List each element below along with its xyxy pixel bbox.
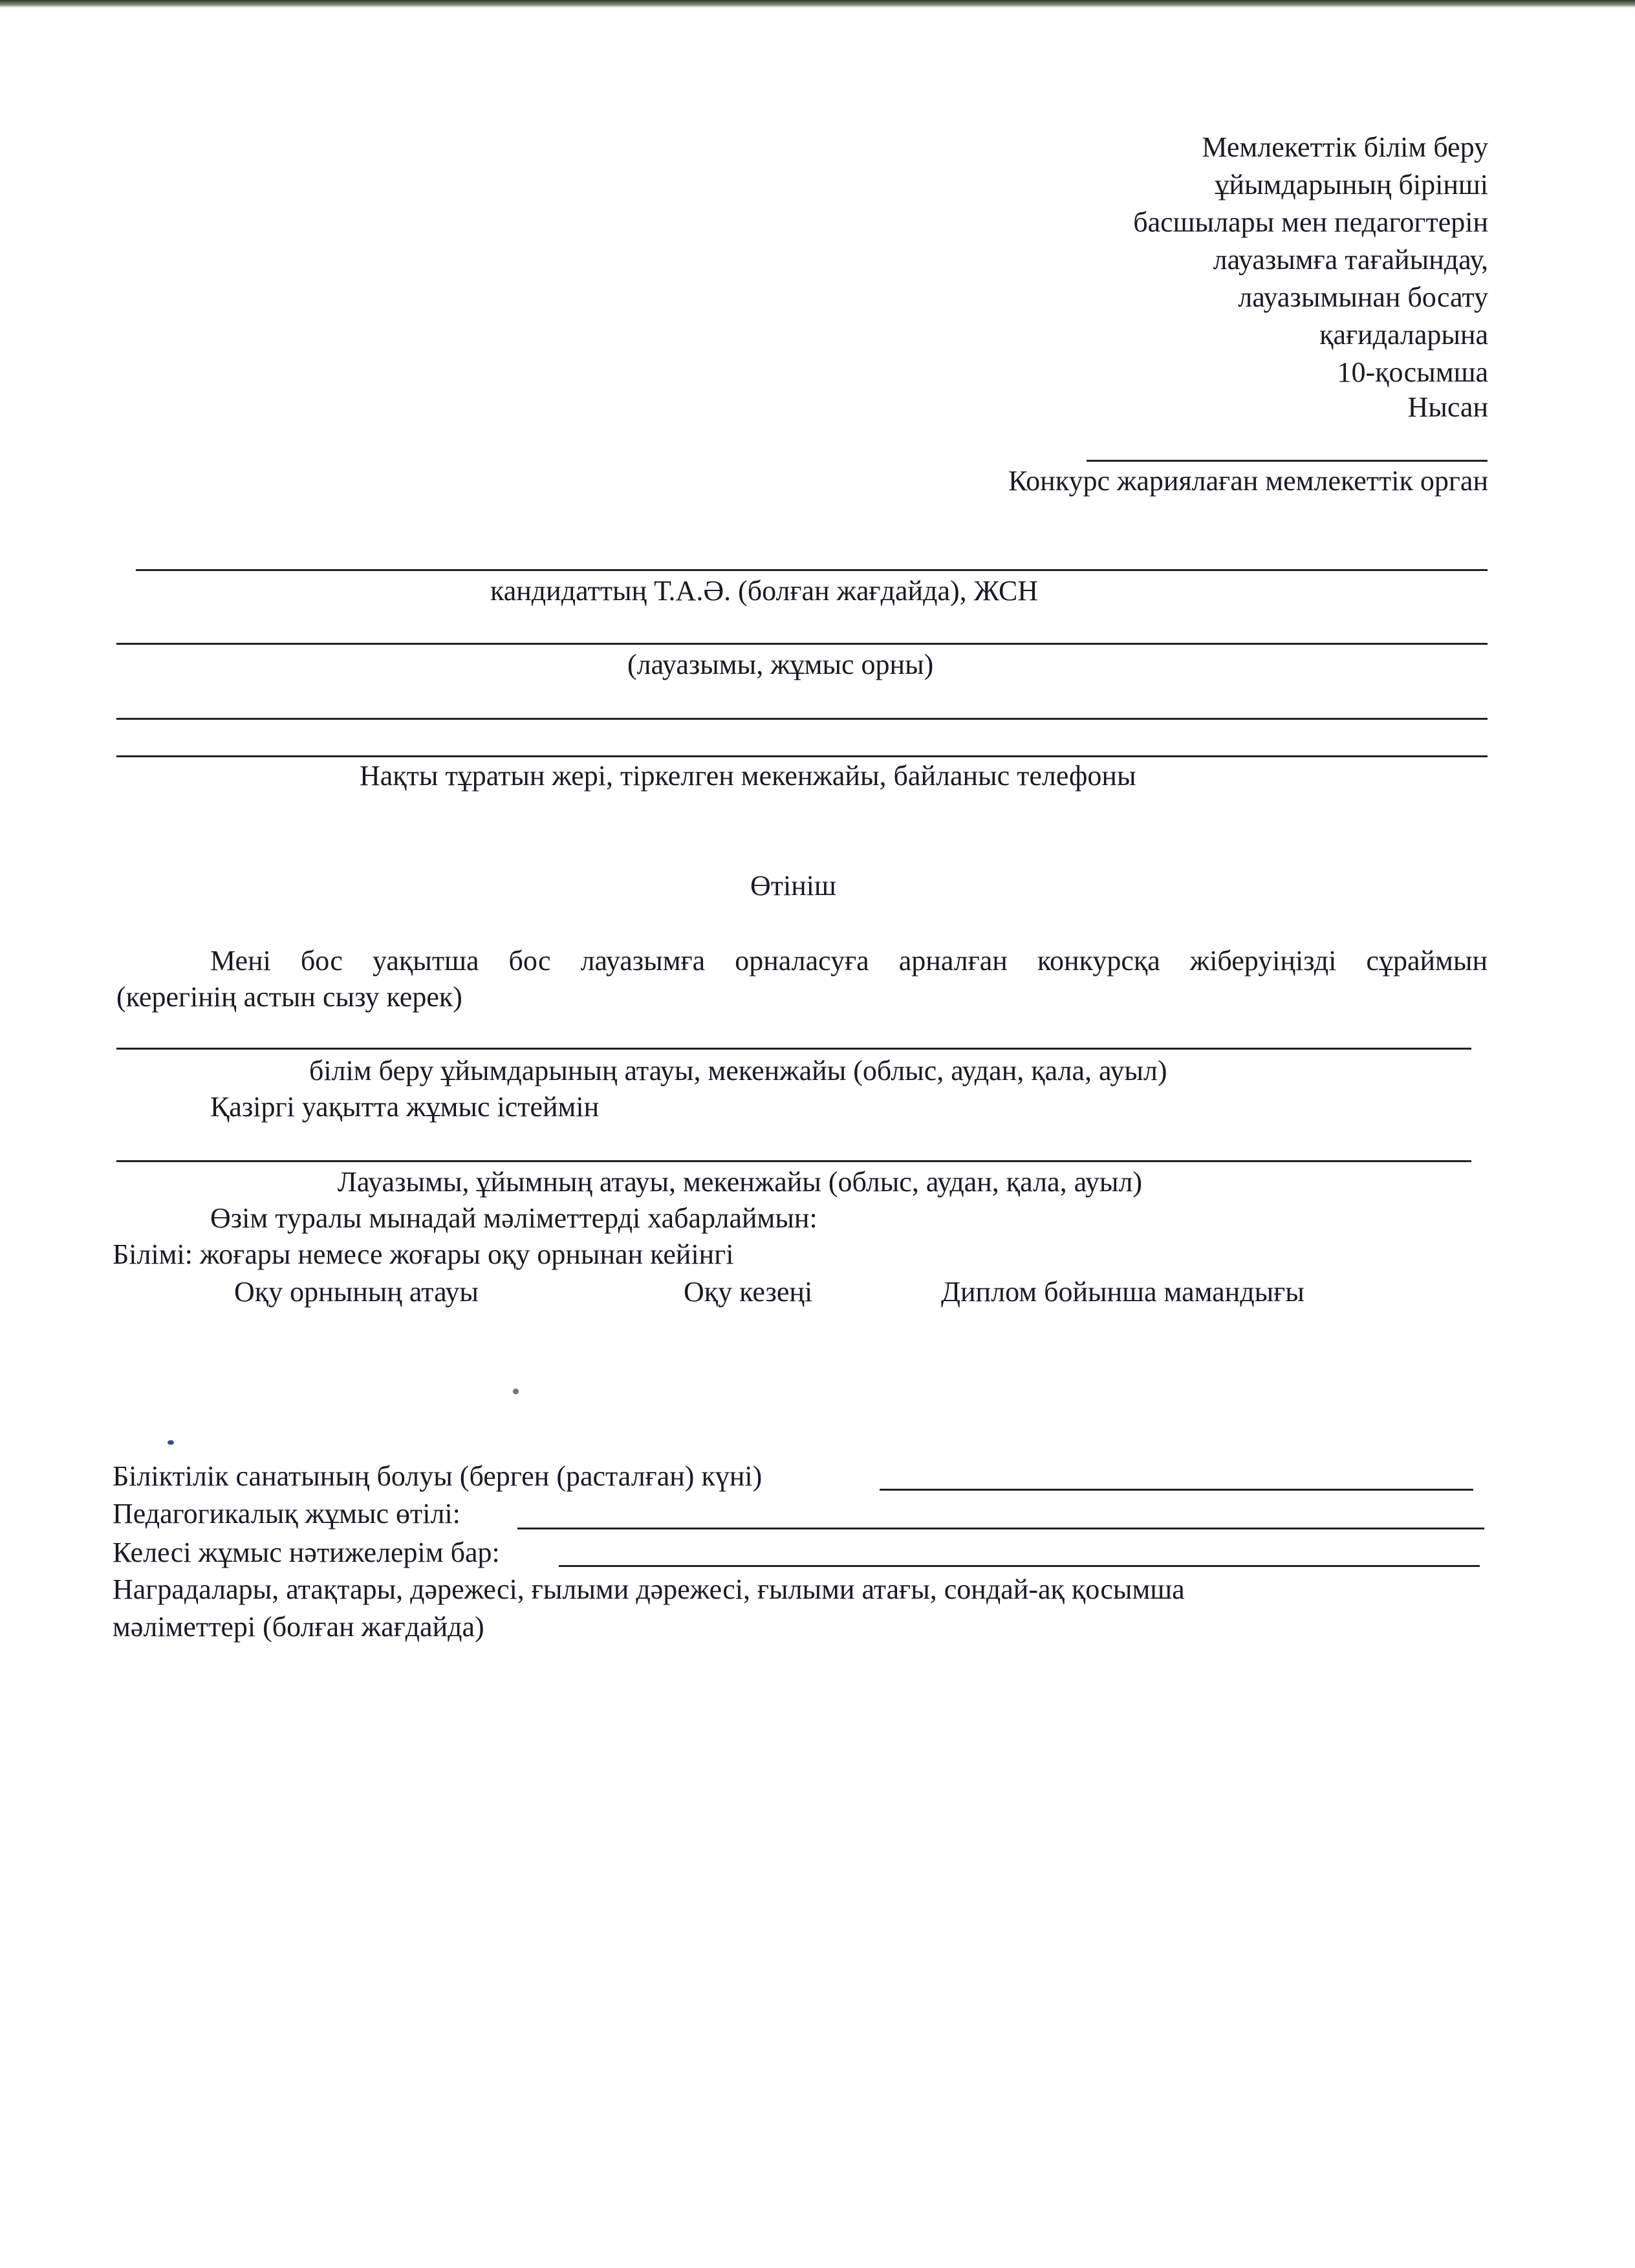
position-line[interactable] [116,643,1488,645]
experience-label: Педагогикалық жұмыс өтілі: [113,1498,460,1529]
header-line-5: лауазымынан босату [1238,281,1488,313]
address-caption: Нақты тұратын жері, тіркелген мекенжайы, байланыс телефоны [360,760,1136,792]
request-line-1: Мені бос уақытша бос лауазымға орналасуға арналған конкурсқа жіберуіңізді сұраймын [210,945,1488,977]
scan-speck [168,1440,174,1445]
request-line-2: (керегінің астын сызу керек) [116,981,462,1013]
scan-top-edge [0,0,1635,8]
organization-line[interactable] [116,1048,1471,1050]
header-line-3: басшылары мен педагогтерін [1133,206,1488,238]
edu-column-specialty: Диплом бойынша мамандығы [941,1276,1305,1308]
info-intro: Өзім туралы мынадай мәліметтерді хабарлаймын: [210,1202,817,1234]
results-label: Келесі жұмыс нәтижелерім бар: [113,1537,500,1568]
organization-caption: білім беру ұйымдарының атауы, мекенжайы (облыс, аудан, қала, ауыл) [309,1055,1167,1086]
organ-blank-line[interactable] [1087,460,1488,462]
address-line-1[interactable] [116,718,1488,720]
position-caption: (лауазымы, жұмыс орны) [627,649,934,680]
header-line-7: 10-қосымша [1337,356,1488,388]
address-line-2[interactable] [116,755,1488,757]
qualification-line[interactable] [880,1489,1473,1491]
education-label: Білімі: жоғары немесе жоғары оқу орнынан кейінгі [113,1238,734,1270]
header-line-1: Мемлекеттік білім беру [1202,131,1488,163]
header-line-4: лауазымға тағайындау, [1213,244,1488,275]
candidate-name-line[interactable] [136,569,1488,571]
position-org-caption: Лауазымы, ұйымның атауы, мекенжайы (облыс, аудан, қала, ауыл) [338,1166,1143,1198]
results-line[interactable] [559,1565,1480,1567]
document-title: Өтініш [750,870,836,902]
scan-speck [513,1388,519,1394]
header-line-8: Нысан [1407,391,1488,423]
awards-line-1: Наградалары, атақтары, дәрежесі, ғылыми дәрежесі, ғылыми атағы, сондай-ақ қосымша [113,1573,1185,1605]
header-line-6: қағидаларына [1319,319,1488,351]
edu-column-institution: Оқу орнының атауы [234,1276,479,1308]
header-line-2: ұйымдарының бірінші [1215,169,1488,200]
current-position-line[interactable] [116,1160,1471,1162]
candidate-name-caption: кандидаттың Т.А.Ә. (болған жағдайда), ЖСН [490,575,1039,607]
experience-line[interactable] [517,1528,1484,1529]
qualification-label: Біліктілік санатының болуы (берген (расталған) күні) [113,1460,763,1492]
organ-caption: Конкурс жариялаған мемлекеттік орган [1008,465,1488,497]
current-work-label: Қазіргі уақытта жұмыс істеймін [210,1091,600,1123]
edu-column-period: Оқу кезеңі [684,1276,813,1308]
awards-line-2: мәліметтері (болған жағдайда) [113,1611,484,1643]
